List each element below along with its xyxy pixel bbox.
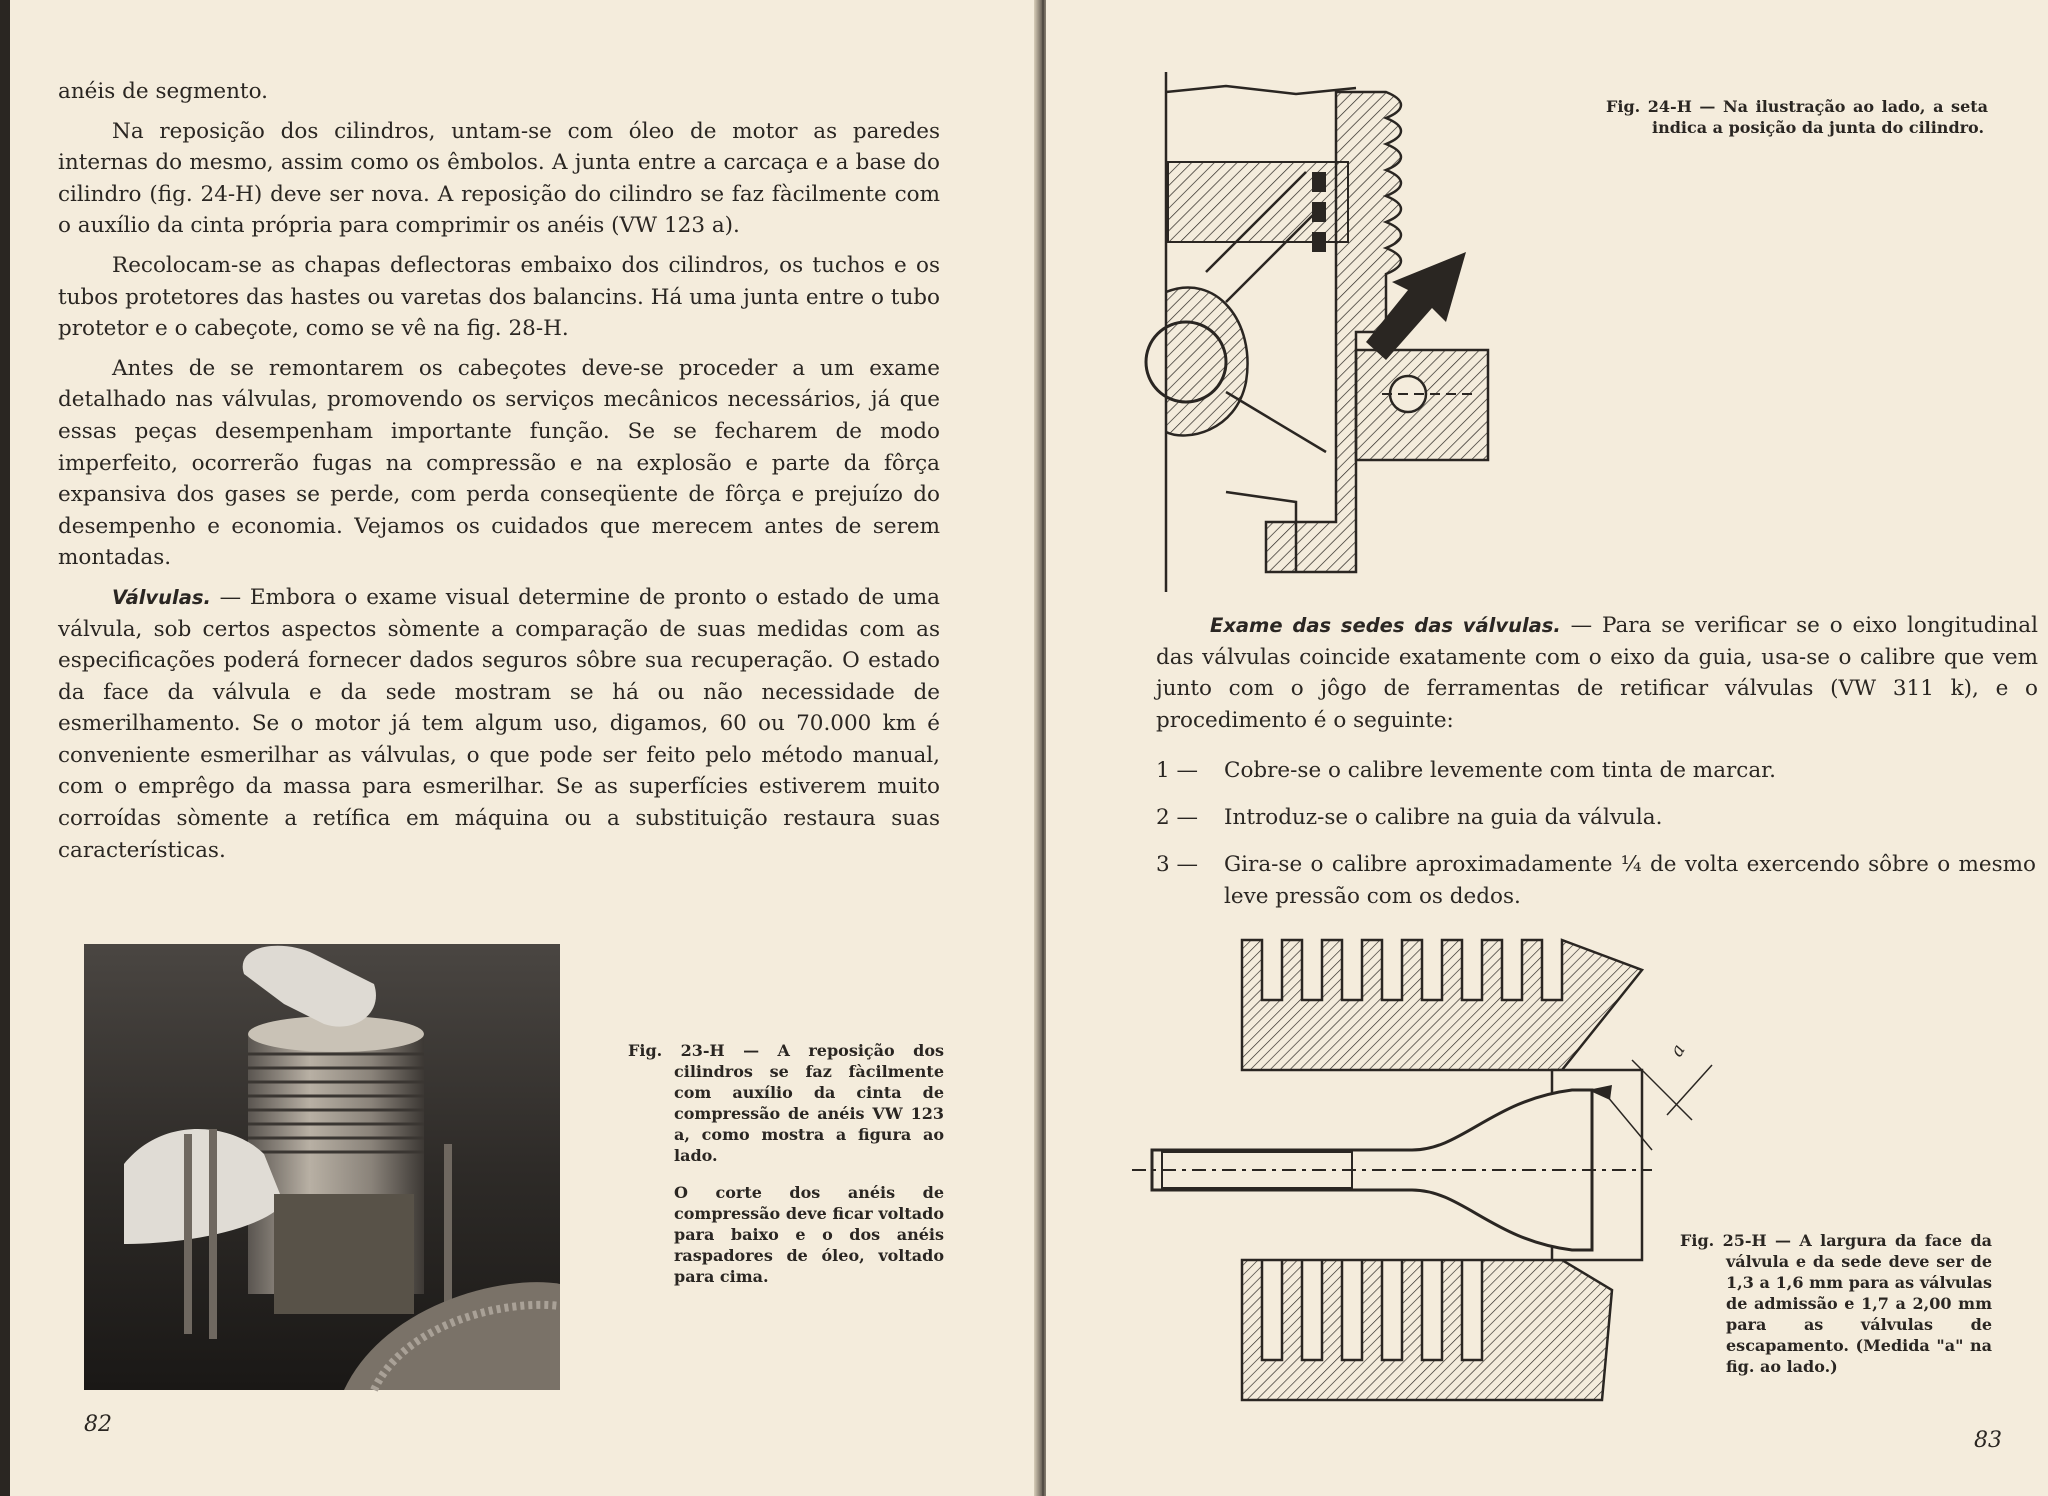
exame-heading: Exame das sedes das válvulas. bbox=[1210, 614, 1561, 637]
list-number: 2 — bbox=[1156, 805, 1199, 830]
paragraph: Recolocam-se as chapas deflectoras embaixo dos cilindros, os tuchos e os tubos protetores das hastes ou varetas dos balancins. Há uma junta entre o tubo protetor e o cabeçote, como se vê na fig. 28-H. bbox=[58, 252, 940, 342]
right-page-body bbox=[1156, 610, 2038, 744]
fig23-photo bbox=[84, 944, 560, 1390]
list-text: Cobre-se o calibre levemente com tinta de marcar. bbox=[1224, 758, 1776, 783]
list-number: 1 — bbox=[1156, 758, 1199, 783]
page-number: 82 bbox=[84, 1412, 112, 1437]
fig25-drawing bbox=[1132, 940, 1732, 1400]
fig24-caption-text: Fig. 24-H — Na ilustração ao lado, a seta indica a posição da junta do cilindro. bbox=[1606, 97, 1988, 137]
fig25-label-a: a bbox=[1666, 1040, 1690, 1061]
left-page-body bbox=[58, 76, 940, 874]
valvulas-text: — Embora o exame visual determine de pronto o estado de uma válvula, sob certos aspectos sòmente a comparação de suas medidas com as especificações poderá fornecer dados seguros sôbre sua recuperação. O estado da face da válvula e da sede mostram se há ou não necessidade de esmerilhamento. Se o motor já tem algum uso, digamos, 60 ou 70.000 km é conveniente esmerilhar as válvulas, o que pode ser feito pelo método manual, com o emprêgo da massa para esmerilhar. Se as superfícies estiverem muito corroídas sòmente a retífica em máquina ou a substituição restaura suas características. bbox=[58, 584, 940, 863]
list-text: Introduz-se o calibre na guia da válvula. bbox=[1224, 805, 1663, 830]
paragraph: Na reposição dos cilindros, untam-se com óleo de motor as paredes internas do mesmo, assim como os êmbolos. A junta entre a carcaça e a base do cilindro (fig. 24-H) deve ser nova. A reposição do cilindro se faz fàcilmente com o auxílio da cinta própria para comprimir os anéis (VW 123 a). bbox=[58, 118, 940, 239]
fig24-drawing bbox=[1146, 72, 1586, 592]
list-number: 3 — bbox=[1156, 852, 1199, 877]
paragraph: Antes de se remontarem os cabeçotes deve-se proceder a um exame detalhado nas válvulas, promovendo os serviços mecânicos necessários, já que essas peças desempenham importante função. Se se fecharem de modo imperfeito, ocorrerão fugas na compressão e na explosão e parte da fôrça expansiva dos gases se perde, com perda conseqüente de fôrça e prejuízo do desempenho e economia. Vejamos os cuidados que merecem antes de serem montadas. bbox=[58, 355, 940, 571]
exame-text: — Para se verificar se o eixo longitudinal das válvulas coincide exatamente com o eixo da guia, usa-se o calibre que vem junto com o jôgo de ferramentas de retificar válvulas (VW 311 k), e o procedimento é o seguinte: bbox=[1156, 613, 2038, 733]
valvulas-heading: Válvulas. bbox=[112, 585, 211, 609]
fig25-caption bbox=[1680, 1230, 1992, 1393]
fig24-caption bbox=[1606, 96, 1988, 154]
fig23-caption bbox=[628, 1040, 944, 1303]
exame-paragraph bbox=[1156, 610, 2038, 736]
fig25-caption-text: Fig. 25-H — A largura da face da válvula e da sede deve ser de 1,3 a 1,6 mm para as válvulas de admissão e 1,7 a 2,00 mm para as válvulas de escapamento. (Medida "a" na fig. ao lado.) bbox=[1680, 1231, 1992, 1376]
page-number: 83 bbox=[1974, 1428, 2002, 1453]
right-page bbox=[1046, 0, 2048, 1496]
valvulas-paragraph bbox=[58, 582, 940, 866]
list-text: Gira-se o calibre aproximadamente ¼ de volta exercendo sôbre o mesmo leve pressão com os dedos. bbox=[1224, 852, 2036, 909]
fig23-caption-note: O corte dos anéis de compressão deve ficar voltado para baixo e o dos anéis raspadores de óleo, voltado para cima. bbox=[674, 1183, 944, 1286]
fig23-caption-text: Fig. 23-H — A reposição dos cilindros se faz fàcilmente com auxílio da cinta de compressão de anéis VW 123 a, como mostra a figura ao lado. bbox=[628, 1041, 944, 1165]
paragraph: anéis de segmento. bbox=[58, 79, 268, 104]
